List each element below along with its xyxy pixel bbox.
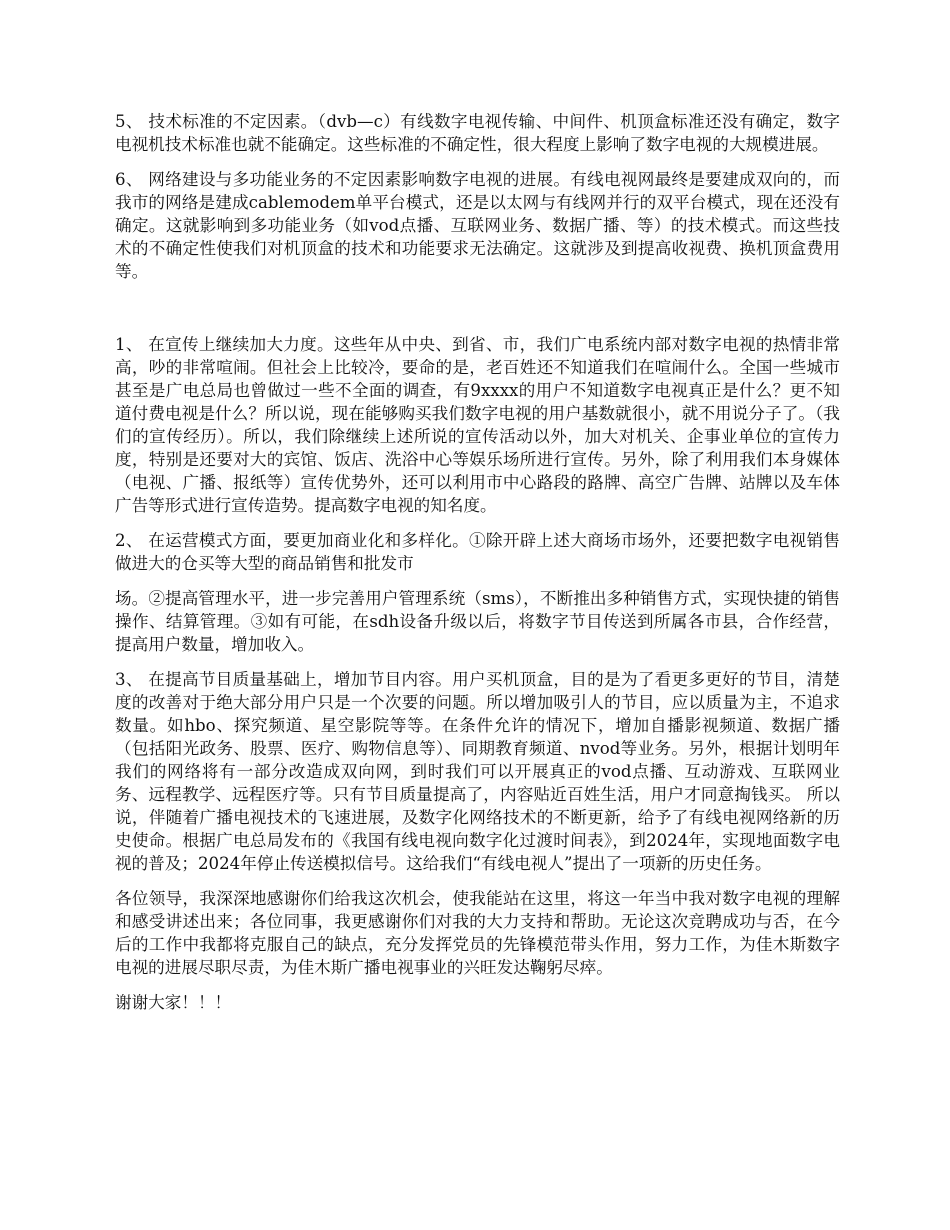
paragraph-closing: 谢谢大家！！！ <box>115 993 232 1012</box>
paragraph-2-continuation: 场。②提高管理水平，进一步完善用户管理系统（sms），不断推出多种销售方式，实现快捷的销售操作、结算管理。③如有可能，在sdh设备升级以后，将数字节目传送到所属各市县，合作经营，提高用户数量，增加收入。 <box>115 589 840 654</box>
paragraph-1-publicity: 1、 在宣传上继续加大力度。这些年从中央、到省、市，我们广电系统内部对数字电视的热情非常高，吵的非常喧闹。但社会上比较冷，要命的是，老百姓还不知道我们在喧闹什么。全国一些城市甚至是广电总局也曾做过一些不全面的调查，有9xxxx的用户不知道数字电视真正是什么？更不知道付费电视是什么？所以说，现在能够购买我们数字电视的用户基数就很小，就不用说分子了。（我们的宣传经历）。所以，我们除继续上述所说的宣传活动以外，加大对机关、企事业单位的宣传力度，特别是还要对大的宾馆、饭店、洗浴中心等娱乐场所进行宣传。另外，除了利用我们本身媒体（电视、广播、报纸等）宣传优势外，还可以利用市中心路段的路牌、高空广告牌、站牌以及车体广告等形式进行宣传造势。提高数字电视的知名度。 <box>115 335 840 515</box>
paragraph-2-operation-mode: 2、 在运营模式方面，要更加商业化和多样化。①除开辟上述大商场市场外，还要把数字电视销售做进大的仓买等大型的商品销售和批发市 <box>115 531 840 573</box>
section-gap <box>115 295 840 333</box>
document-body <box>115 110 840 1026</box>
paragraph-thanks-leaders: 各位领导，我深深地感谢你们给我这次机会，使我能站在这里，将这一年当中我对数字电视的理解和感受讲述出来；各位同事，我更感谢你们对我的大力支持和帮助。无论这次竞聘成功与否，在今后的工作中我都将克服自己的缺点，充分发挥党员的先锋模范带头作用，努力工作，为佳木斯数字电视的进展尽职尽责，为佳木斯广播电视事业的兴旺发达鞠躬尽瘁。 <box>115 889 840 977</box>
paragraph-6-network-construction: 6、 网络建设与多功能业务的不定因素影响数字电视的进展。有线电视网最终是要建成双向的，而我市的网络是建成cablemodem单平台模式，还是以太网与有线网并行的双平台模式，现在还没有确定。这就影响到多功能业务（如vod点播、互联网业务、数据广播、等）的技术模式。而这些技术的不确定性使我们对机顶盒的技术和功能要求无法确定。这就涉及到提高收视费、换机顶盒费用等。 <box>115 170 840 281</box>
paragraph-3-program-quality: 3、 在提高节目质量基础上，增加节目内容。用户买机顶盒，目的是为了看更多更好的节目，清楚度的改善对于绝大部分用户只是一个次要的问题。所以增加吸引人的节目，应以质量为主，不追求数量。如hbo、探究频道、星空影院等等。在条件允许的情况下，增加自播影视频道、数据广播（包括阳光政务、股票、医疗、购物信息等）、同期教育频道、nvod等业务。另外，根据计划明年我们的网络将有一部分改造成双向网，到时我们可以开展真正的vod点播、互动游戏、互联网业务、远程教学、远程医疗等。只有节目质量提高了，内容贴近百姓生活，用户才同意掏钱买。 所以说，伴随着广播电视技术的飞速进展，及数字化网络技术的不断更新，给予了有线电视网络新的历史使命。根据广电总局发布的《我国有线电视向数字化过渡时间表》，到2024年，实现地面数字电视的普及；2024年停止传送模拟信号。这给我们“有线电视人”提出了一项新的历史任务。 <box>115 670 840 873</box>
paragraph-5-tech-standards: 5、 技术标准的不定因素。（dvb—c）有线数字电视传输、中间件、机顶盒标准还没有确定，数字电视机技术标准也就不能确定。这些标准的不确定性，很大程度上影响了数字电视的大规模进展。 <box>115 112 840 154</box>
